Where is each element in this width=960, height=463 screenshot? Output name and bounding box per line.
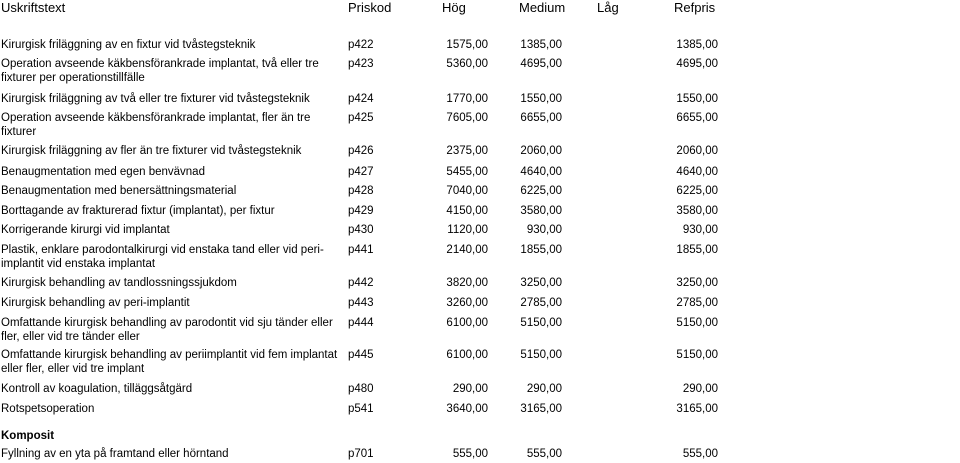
row-ref: 5150,00 bbox=[676, 349, 718, 361]
row-description: Borttagande av frakturerad fixtur (implantat), per fixtur bbox=[1, 205, 275, 217]
row-ref: 5150,00 bbox=[676, 317, 718, 329]
row-ref: 4640,00 bbox=[676, 166, 718, 178]
row-description: Plastik, enklare parodontalkirurgi vid enstaka tand eller vid peri-implantit vid enstaka implantat bbox=[1, 244, 324, 270]
row-ref: 3165,00 bbox=[676, 403, 718, 415]
row-high: 6100,00 bbox=[446, 349, 488, 361]
header-medium: Medium bbox=[519, 0, 566, 15]
row-code: p445 bbox=[348, 349, 374, 361]
row-medium: 555,00 bbox=[526, 448, 562, 460]
row-medium: 2785,00 bbox=[520, 297, 562, 309]
row-description: Omfattande kirurgisk behandling av parodontit vid sju tänder eller fler, eller vid tre tänder eller bbox=[1, 317, 333, 343]
row-medium: 4640,00 bbox=[520, 166, 562, 178]
row-description: Kirurgisk friläggning av fler än tre fixturer vid tvåstegsteknik bbox=[1, 145, 302, 157]
row-code: p480 bbox=[348, 383, 374, 395]
row-ref: 2785,00 bbox=[676, 297, 718, 309]
row-medium: 290,00 bbox=[526, 383, 562, 395]
row-code: p427 bbox=[348, 166, 374, 178]
row-high: 290,00 bbox=[452, 383, 488, 395]
row-description: Operation avseende käkbensförankrade implantat, två eller tre fixturer per operationstillfälle bbox=[1, 58, 319, 84]
row-medium: 1855,00 bbox=[520, 244, 562, 256]
row-description: Rotspetsoperation bbox=[1, 403, 95, 415]
row-ref: 6225,00 bbox=[676, 185, 718, 197]
row-description: Kontroll av koagulation, tilläggsåtgärd bbox=[1, 383, 193, 395]
row-high: 555,00 bbox=[452, 448, 488, 460]
row-ref: 3580,00 bbox=[676, 205, 718, 217]
row-ref: 6655,00 bbox=[676, 112, 718, 124]
row-medium: 1550,00 bbox=[520, 93, 562, 105]
row-ref: 1385,00 bbox=[676, 39, 718, 51]
row-description: Korrigerande kirurgi vid implantat bbox=[1, 224, 170, 236]
row-description: Benaugmentation med benersättningsmaterial bbox=[1, 185, 237, 197]
row-medium: 5150,00 bbox=[520, 349, 562, 361]
row-description: Benaugmentation med egen benvävnad bbox=[1, 166, 205, 178]
row-medium: 930,00 bbox=[526, 224, 562, 236]
row-ref: 555,00 bbox=[682, 448, 718, 460]
row-medium: 6225,00 bbox=[520, 185, 562, 197]
row-description: Kirurgisk behandling av tandlossningssjukdom bbox=[1, 277, 237, 289]
row-high: 7040,00 bbox=[446, 185, 488, 197]
row-medium: 3580,00 bbox=[520, 205, 562, 217]
row-high: 1575,00 bbox=[446, 39, 488, 51]
row-high: 1120,00 bbox=[447, 224, 488, 236]
row-medium: 1385,00 bbox=[520, 39, 562, 51]
header-low: Låg bbox=[597, 0, 619, 15]
row-description: Operation avseende käkbensförankrade implantat, fler än tre fixturer bbox=[1, 112, 311, 138]
row-ref: 290,00 bbox=[682, 383, 718, 395]
row-medium: 2060,00 bbox=[520, 145, 562, 157]
row-high: 1770,00 bbox=[446, 93, 488, 105]
row-code: p425 bbox=[348, 112, 374, 124]
row-medium: 6655,00 bbox=[520, 112, 562, 124]
row-high: 5455,00 bbox=[446, 166, 488, 178]
section-heading-komposit: Komposit bbox=[1, 430, 55, 442]
row-ref: 4695,00 bbox=[676, 58, 718, 70]
row-description: Kirurgisk friläggning av två eller tre fixturer vid tvåstegsteknik bbox=[1, 93, 310, 105]
row-description: Kirurgisk friläggning av en fixtur vid tvåstegsteknik bbox=[1, 39, 256, 51]
row-high: 3820,00 bbox=[446, 277, 488, 289]
row-ref: 3250,00 bbox=[676, 277, 718, 289]
row-medium: 5150,00 bbox=[520, 317, 562, 329]
row-description: Kirurgisk behandling av peri-implantit bbox=[1, 297, 190, 309]
header-high: Hög bbox=[442, 0, 466, 15]
row-code: p441 bbox=[348, 244, 374, 256]
row-code: p426 bbox=[348, 145, 374, 157]
row-high: 5360,00 bbox=[446, 58, 488, 70]
row-code: p444 bbox=[348, 317, 374, 329]
row-medium: 4695,00 bbox=[520, 58, 562, 70]
row-description: Omfattande kirurgisk behandling av periimplantit vid fem implantat eller fler, eller vid tre implant bbox=[1, 349, 338, 375]
row-description: Fyllning av en yta på framtand eller hörntand bbox=[1, 448, 229, 460]
row-high: 2140,00 bbox=[446, 244, 488, 256]
row-high: 3260,00 bbox=[446, 297, 488, 309]
row-high: 6100,00 bbox=[446, 317, 488, 329]
row-code: p443 bbox=[348, 297, 374, 309]
header-ref: Refpris bbox=[674, 0, 716, 15]
row-code: p423 bbox=[348, 58, 374, 70]
row-code: p442 bbox=[348, 277, 374, 289]
row-medium: 3250,00 bbox=[520, 277, 562, 289]
row-code: p429 bbox=[348, 205, 374, 217]
row-high: 4150,00 bbox=[446, 205, 488, 217]
row-ref: 1550,00 bbox=[676, 93, 718, 105]
header-code: Priskod bbox=[348, 0, 392, 15]
row-ref: 1855,00 bbox=[676, 244, 718, 256]
row-high: 3640,00 bbox=[446, 403, 488, 415]
row-high: 2375,00 bbox=[446, 145, 488, 157]
header-description: Uskriftstext bbox=[1, 0, 66, 15]
row-code: p430 bbox=[348, 224, 374, 236]
row-code: p424 bbox=[348, 93, 374, 105]
row-ref: 2060,00 bbox=[676, 145, 718, 157]
row-code: p422 bbox=[348, 39, 374, 51]
row-code: p701 bbox=[348, 448, 374, 460]
row-code: p541 bbox=[348, 403, 374, 415]
row-ref: 930,00 bbox=[682, 224, 718, 236]
table-header bbox=[0, 0, 960, 16]
row-medium: 3165,00 bbox=[520, 403, 562, 415]
row-code: p428 bbox=[348, 185, 374, 197]
row-high: 7605,00 bbox=[446, 112, 488, 124]
